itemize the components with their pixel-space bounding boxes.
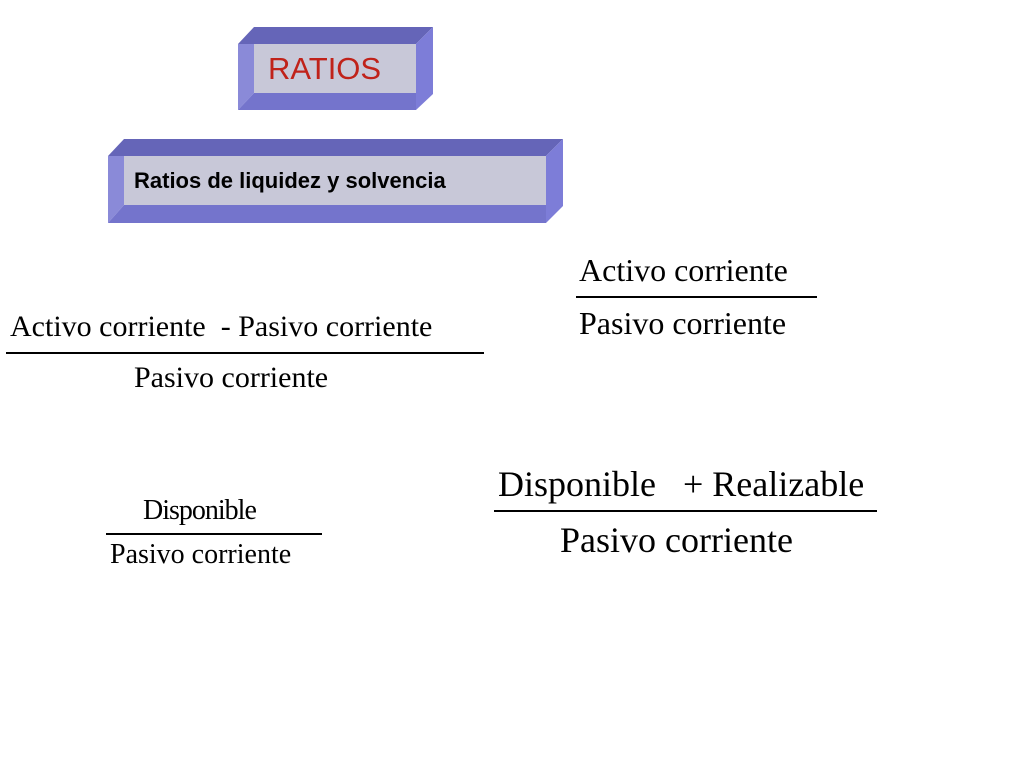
formula-numerator: Activo corriente bbox=[579, 252, 788, 288]
formula-numerator: Disponible bbox=[143, 495, 256, 526]
fraction-bar bbox=[6, 352, 484, 354]
title-box-face bbox=[254, 44, 416, 93]
cash-ratio-formula bbox=[106, 495, 322, 577]
page-title: RATIOS bbox=[268, 50, 382, 86]
fraction-bar bbox=[576, 296, 817, 298]
formula-numerator: Activo corriente - Pasivo corriente bbox=[10, 310, 433, 343]
current-ratio-formula bbox=[574, 252, 818, 342]
formula-denominator: Pasivo corriente bbox=[134, 361, 329, 394]
acid-test-formula bbox=[494, 463, 877, 563]
section-subtitle: Ratios de liquidez y solvencia bbox=[134, 167, 446, 193]
fraction-bar bbox=[494, 510, 877, 512]
title-box bbox=[238, 27, 433, 110]
formula-denominator: Pasivo corriente bbox=[560, 520, 793, 560]
working-capital-ratio-formula bbox=[6, 310, 484, 396]
fraction-bar bbox=[106, 533, 322, 535]
subtitle-box bbox=[108, 139, 563, 223]
formula-denominator: Pasivo corriente bbox=[110, 539, 292, 570]
formula-numerator: Disponible + Realizable bbox=[498, 464, 865, 504]
subtitle-box-face bbox=[124, 156, 546, 205]
formula-denominator: Pasivo corriente bbox=[579, 305, 787, 341]
